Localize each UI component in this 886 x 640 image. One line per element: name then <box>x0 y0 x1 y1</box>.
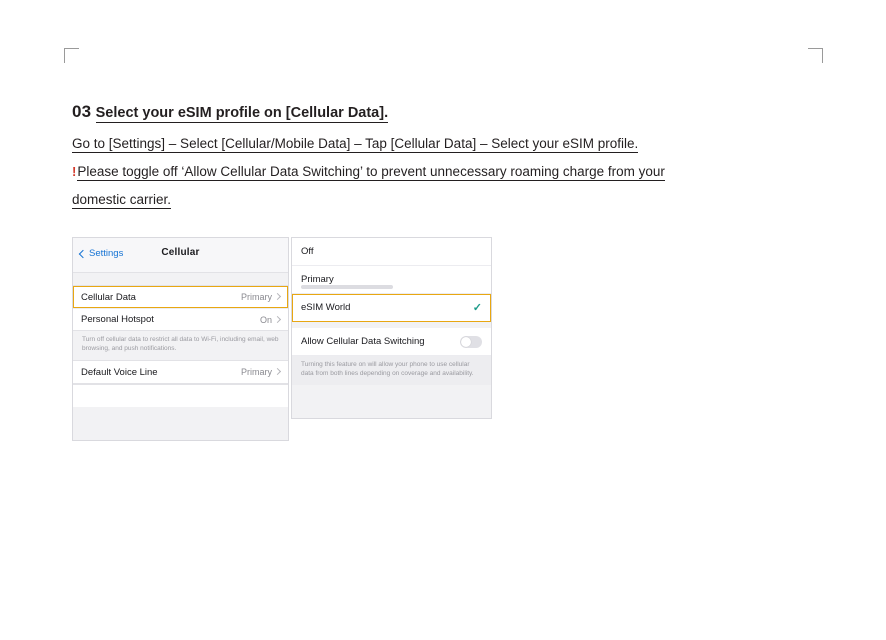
voice-line-group <box>73 360 288 384</box>
option-esim-world[interactable] <box>292 294 491 322</box>
instruction-line-3 <box>72 186 802 214</box>
check-icon: ✓ <box>472 302 482 314</box>
allow-cellular-data-switching-row[interactable] <box>292 328 491 356</box>
sidebar-item-cellular-data[interactable] <box>73 286 288 308</box>
allow-switching-label: Allow Cellular Data Switching <box>301 336 425 347</box>
option-primary[interactable] <box>292 266 491 294</box>
primary-usage-bar <box>301 285 393 289</box>
chevron-right-icon <box>274 368 281 375</box>
nav-bar <box>73 238 288 273</box>
nav-title: Cellular <box>161 247 200 258</box>
crop-mark-top-left <box>64 48 79 63</box>
instruction-line-2-text: Please toggle off ‘Allow Cellular Data Switching’ to prevent unnecessary roaming charge from your <box>77 164 665 179</box>
option-off[interactable] <box>292 238 491 266</box>
heading-number: 03 <box>72 102 92 121</box>
back-button-label: Settings <box>89 248 124 259</box>
warning-icon: ! <box>72 164 77 179</box>
crop-mark-top-right <box>808 48 823 63</box>
instruction-line-1 <box>72 130 802 158</box>
document-text-block <box>72 100 802 214</box>
toggle-knob <box>461 337 471 347</box>
heading-text: Select your eSIM profile on [Cellular Data]. <box>95 105 389 121</box>
instruction-line-1-text: Go to [Settings] – Select [Cellular/Mobile Data] – Tap [Cellular Data] – Select your eSIM profile. <box>72 136 639 151</box>
personal-hotspot-label: Personal Hotspot <box>81 314 154 325</box>
settings-left-pane <box>72 237 289 441</box>
option-primary-label: Primary <box>301 274 334 285</box>
option-off-label: Off <box>301 246 314 257</box>
instruction-line-3-text: domestic carrier. <box>72 192 172 207</box>
screenshot-composite <box>72 237 492 441</box>
pane-bottom-blank <box>73 384 288 407</box>
personal-hotspot-value: On <box>259 314 272 325</box>
page-title <box>72 100 802 125</box>
pane-spacer <box>73 273 288 285</box>
default-voice-line-label: Default Voice Line <box>81 366 158 378</box>
chevron-right-icon <box>274 316 281 323</box>
allow-switching-toggle[interactable] <box>460 336 482 348</box>
option-esim-world-label: eSIM World <box>301 302 351 313</box>
instruction-line-2 <box>72 158 802 186</box>
cellular-data-value: Primary <box>241 292 272 302</box>
allow-switching-note: Turning this feature on will allow your phone to use cellular data from both lines depending on coverage and availability. <box>292 356 491 385</box>
default-voice-line-value: Primary <box>241 367 272 377</box>
cellular-footnote: Turn off cellular data to restrict all data to Wi-Fi, including email, web browsing, and push notifications. <box>82 336 279 352</box>
sidebar-item-personal-hotspot[interactable] <box>73 308 288 330</box>
cellular-data-right-pane <box>291 237 492 419</box>
sidebar-item-default-voice-line[interactable] <box>73 361 288 383</box>
cellular-data-label: Cellular Data <box>81 291 136 303</box>
chevron-right-icon <box>274 293 281 300</box>
cellular-settings-group <box>73 285 288 331</box>
